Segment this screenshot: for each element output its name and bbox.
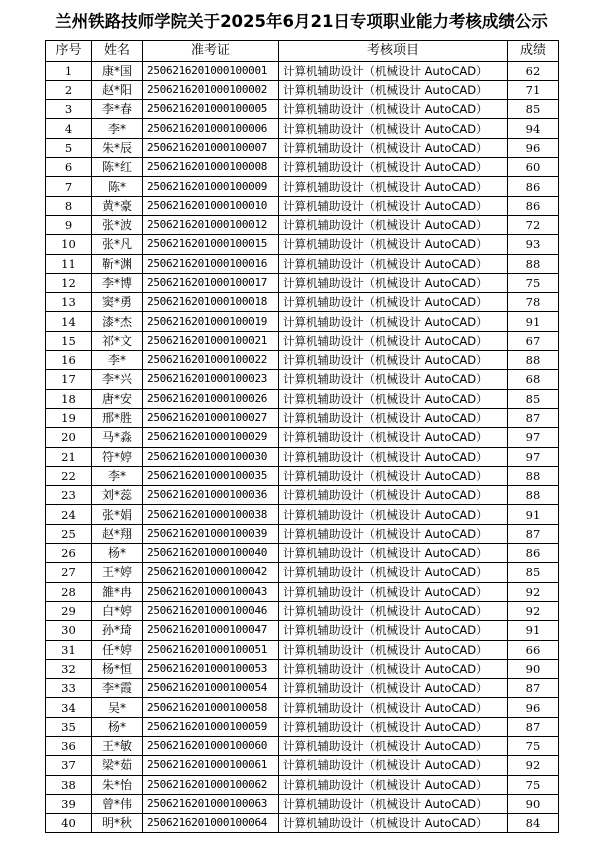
- cell-score: 75: [508, 736, 559, 755]
- cell-seq: 18: [46, 389, 92, 408]
- cell-ticket: 2506216201000100064: [143, 814, 279, 833]
- cell-name: 李*: [92, 119, 143, 138]
- cell-ticket: 2506216201000100035: [143, 466, 279, 485]
- cell-score: 66: [508, 640, 559, 659]
- cell-item: 计算机辅助设计（机械设计 AutoCAD）: [279, 273, 508, 292]
- cell-name: 雒*冉: [92, 582, 143, 601]
- cell-score: 85: [508, 389, 559, 408]
- cell-item: 计算机辅助设计（机械设计 AutoCAD）: [279, 119, 508, 138]
- cell-score: 87: [508, 717, 559, 736]
- cell-item: 计算机辅助设计（机械设计 AutoCAD）: [279, 158, 508, 177]
- cell-seq: 26: [46, 544, 92, 563]
- cell-ticket: 2506216201000100017: [143, 273, 279, 292]
- cell-ticket: 2506216201000100054: [143, 679, 279, 698]
- cell-seq: 24: [46, 505, 92, 524]
- table-row: [46, 794, 559, 813]
- cell-seq: 14: [46, 312, 92, 331]
- cell-item: 计算机辅助设计（机械设计 AutoCAD）: [279, 582, 508, 601]
- cell-item: 计算机辅助设计（机械设计 AutoCAD）: [279, 814, 508, 833]
- table-header-row: [46, 41, 559, 62]
- cell-name: 唐*安: [92, 389, 143, 408]
- cell-score: 87: [508, 679, 559, 698]
- cell-name: 赵*翔: [92, 524, 143, 543]
- cell-ticket: 2506216201000100027: [143, 408, 279, 427]
- cell-seq: 15: [46, 331, 92, 350]
- table-row: [46, 293, 559, 312]
- cell-item: 计算机辅助设计（机械设计 AutoCAD）: [279, 80, 508, 99]
- cell-ticket: 2506216201000100062: [143, 775, 279, 794]
- cell-ticket: 2506216201000100008: [143, 158, 279, 177]
- table-row: [46, 640, 559, 659]
- cell-name: 王*敏: [92, 736, 143, 755]
- cell-name: 赵*阳: [92, 80, 143, 99]
- page-title: 兰州铁路技师学院关于2025年6月21日专项职业能力考核成绩公示: [55, 12, 548, 31]
- cell-score: 96: [508, 698, 559, 717]
- cell-score: 92: [508, 601, 559, 620]
- header-seq: 序号: [46, 41, 92, 62]
- cell-item: 计算机辅助设计（机械设计 AutoCAD）: [279, 235, 508, 254]
- cell-seq: 6: [46, 158, 92, 177]
- cell-item: 计算机辅助设计（机械设计 AutoCAD）: [279, 408, 508, 427]
- cell-item: 计算机辅助设计（机械设计 AutoCAD）: [279, 351, 508, 370]
- cell-name: 邢*胜: [92, 408, 143, 427]
- cell-seq: 3: [46, 100, 92, 119]
- cell-name: 任*婷: [92, 640, 143, 659]
- cell-seq: 17: [46, 370, 92, 389]
- cell-name: 马*淼: [92, 428, 143, 447]
- cell-item: 计算机辅助设计（机械设计 AutoCAD）: [279, 505, 508, 524]
- cell-ticket: 2506216201000100040: [143, 544, 279, 563]
- cell-ticket: 2506216201000100018: [143, 293, 279, 312]
- cell-seq: 39: [46, 794, 92, 813]
- cell-seq: 16: [46, 351, 92, 370]
- table-row: [46, 370, 559, 389]
- cell-item: 计算机辅助设计（机械设计 AutoCAD）: [279, 794, 508, 813]
- cell-item: 计算机辅助设计（机械设计 AutoCAD）: [279, 312, 508, 331]
- cell-ticket: 2506216201000100021: [143, 331, 279, 350]
- table-row: [46, 466, 559, 485]
- table-row: [46, 447, 559, 466]
- cell-score: 86: [508, 177, 559, 196]
- cell-item: 计算机辅助设计（机械设计 AutoCAD）: [279, 428, 508, 447]
- table-row: [46, 138, 559, 157]
- table-row: [46, 621, 559, 640]
- cell-seq: 1: [46, 61, 92, 80]
- cell-score: 97: [508, 428, 559, 447]
- table-row: [46, 544, 559, 563]
- cell-name: 漆*杰: [92, 312, 143, 331]
- cell-item: 计算机辅助设计（机械设计 AutoCAD）: [279, 524, 508, 543]
- table-row: [46, 177, 559, 196]
- cell-score: 88: [508, 486, 559, 505]
- cell-ticket: 2506216201000100061: [143, 756, 279, 775]
- cell-seq: 22: [46, 466, 92, 485]
- cell-seq: 28: [46, 582, 92, 601]
- cell-name: 朱*怡: [92, 775, 143, 794]
- cell-seq: 31: [46, 640, 92, 659]
- cell-score: 88: [508, 254, 559, 273]
- cell-score: 68: [508, 370, 559, 389]
- table-row: [46, 254, 559, 273]
- cell-ticket: 2506216201000100023: [143, 370, 279, 389]
- cell-seq: 2: [46, 80, 92, 99]
- cell-seq: 9: [46, 215, 92, 234]
- table-row: [46, 351, 559, 370]
- cell-name: 明*秋: [92, 814, 143, 833]
- table-row: [46, 408, 559, 427]
- cell-name: 李*: [92, 351, 143, 370]
- cell-name: 陈*红: [92, 158, 143, 177]
- cell-name: 杨*恒: [92, 659, 143, 678]
- cell-item: 计算机辅助设计（机械设计 AutoCAD）: [279, 621, 508, 640]
- cell-name: 梁*茹: [92, 756, 143, 775]
- table-row: [46, 158, 559, 177]
- cell-name: 康*国: [92, 61, 143, 80]
- cell-score: 92: [508, 756, 559, 775]
- table-row: [46, 717, 559, 736]
- cell-seq: 13: [46, 293, 92, 312]
- cell-seq: 38: [46, 775, 92, 794]
- cell-score: 75: [508, 273, 559, 292]
- cell-seq: 30: [46, 621, 92, 640]
- cell-ticket: 2506216201000100039: [143, 524, 279, 543]
- score-table: [45, 40, 559, 833]
- table-row: [46, 679, 559, 698]
- cell-item: 计算机辅助设计（机械设计 AutoCAD）: [279, 177, 508, 196]
- cell-name: 符*婷: [92, 447, 143, 466]
- cell-item: 计算机辅助设计（机械设计 AutoCAD）: [279, 196, 508, 215]
- cell-item: 计算机辅助设计（机械设计 AutoCAD）: [279, 563, 508, 582]
- table-row: [46, 312, 559, 331]
- table-row: [46, 61, 559, 80]
- header-score: 成绩: [508, 41, 559, 62]
- cell-seq: 8: [46, 196, 92, 215]
- cell-name: 陈*: [92, 177, 143, 196]
- cell-seq: 25: [46, 524, 92, 543]
- cell-seq: 21: [46, 447, 92, 466]
- cell-name: 白*婷: [92, 601, 143, 620]
- cell-ticket: 2506216201000100063: [143, 794, 279, 813]
- cell-item: 计算机辅助设计（机械设计 AutoCAD）: [279, 254, 508, 273]
- cell-ticket: 2506216201000100029: [143, 428, 279, 447]
- cell-score: 91: [508, 312, 559, 331]
- cell-name: 张*波: [92, 215, 143, 234]
- cell-item: 计算机辅助设计（机械设计 AutoCAD）: [279, 447, 508, 466]
- cell-score: 85: [508, 100, 559, 119]
- cell-score: 75: [508, 775, 559, 794]
- table-row: [46, 196, 559, 215]
- table-row: [46, 814, 559, 833]
- cell-item: 计算机辅助设计（机械设计 AutoCAD）: [279, 679, 508, 698]
- table-row: [46, 698, 559, 717]
- cell-ticket: 2506216201000100059: [143, 717, 279, 736]
- cell-name: 刘*蕊: [92, 486, 143, 505]
- table-row: [46, 756, 559, 775]
- cell-name: 朱*辰: [92, 138, 143, 157]
- header-item: 考核项目: [279, 41, 508, 62]
- cell-score: 90: [508, 794, 559, 813]
- cell-name: 张*娟: [92, 505, 143, 524]
- table-row: [46, 273, 559, 292]
- cell-seq: 11: [46, 254, 92, 273]
- cell-seq: 4: [46, 119, 92, 138]
- cell-ticket: 2506216201000100060: [143, 736, 279, 755]
- cell-score: 72: [508, 215, 559, 234]
- cell-name: 吴*: [92, 698, 143, 717]
- cell-score: 97: [508, 447, 559, 466]
- cell-seq: 7: [46, 177, 92, 196]
- cell-ticket: 2506216201000100016: [143, 254, 279, 273]
- cell-score: 78: [508, 293, 559, 312]
- cell-name: 杨*: [92, 544, 143, 563]
- cell-ticket: 2506216201000100053: [143, 659, 279, 678]
- cell-seq: 27: [46, 563, 92, 582]
- cell-item: 计算机辅助设计（机械设计 AutoCAD）: [279, 544, 508, 563]
- cell-score: 94: [508, 119, 559, 138]
- cell-seq: 29: [46, 601, 92, 620]
- cell-item: 计算机辅助设计（机械设计 AutoCAD）: [279, 466, 508, 485]
- table-row: [46, 486, 559, 505]
- cell-ticket: 2506216201000100022: [143, 351, 279, 370]
- cell-seq: 36: [46, 736, 92, 755]
- table-row: [46, 428, 559, 447]
- cell-item: 计算机辅助设计（机械设计 AutoCAD）: [279, 717, 508, 736]
- cell-seq: 34: [46, 698, 92, 717]
- cell-score: 91: [508, 621, 559, 640]
- cell-name: 祁*文: [92, 331, 143, 350]
- cell-score: 62: [508, 61, 559, 80]
- table-row: [46, 331, 559, 350]
- table-row: [46, 100, 559, 119]
- cell-item: 计算机辅助设计（机械设计 AutoCAD）: [279, 100, 508, 119]
- cell-ticket: 2506216201000100005: [143, 100, 279, 119]
- cell-item: 计算机辅助设计（机械设计 AutoCAD）: [279, 370, 508, 389]
- cell-ticket: 2506216201000100015: [143, 235, 279, 254]
- table-row: [46, 505, 559, 524]
- cell-ticket: 2506216201000100046: [143, 601, 279, 620]
- cell-score: 86: [508, 544, 559, 563]
- cell-ticket: 2506216201000100051: [143, 640, 279, 659]
- table-row: [46, 389, 559, 408]
- cell-name: 杨*: [92, 717, 143, 736]
- cell-seq: 33: [46, 679, 92, 698]
- cell-item: 计算机辅助设计（机械设计 AutoCAD）: [279, 736, 508, 755]
- table-row: [46, 775, 559, 794]
- cell-ticket: 2506216201000100009: [143, 177, 279, 196]
- table-row: [46, 119, 559, 138]
- cell-item: 计算机辅助设计（机械设计 AutoCAD）: [279, 389, 508, 408]
- table-row: [46, 736, 559, 755]
- cell-item: 计算机辅助设计（机械设计 AutoCAD）: [279, 486, 508, 505]
- cell-seq: 23: [46, 486, 92, 505]
- table-row: [46, 80, 559, 99]
- cell-name: 李*: [92, 466, 143, 485]
- header-name: 姓名: [92, 41, 143, 62]
- cell-score: 93: [508, 235, 559, 254]
- table-body: [46, 61, 559, 833]
- cell-name: 曾*伟: [92, 794, 143, 813]
- cell-ticket: 2506216201000100012: [143, 215, 279, 234]
- cell-score: 92: [508, 582, 559, 601]
- cell-score: 90: [508, 659, 559, 678]
- cell-score: 60: [508, 158, 559, 177]
- cell-ticket: 2506216201000100001: [143, 61, 279, 80]
- cell-ticket: 2506216201000100042: [143, 563, 279, 582]
- cell-ticket: 2506216201000100002: [143, 80, 279, 99]
- cell-score: 84: [508, 814, 559, 833]
- cell-seq: 35: [46, 717, 92, 736]
- table-row: [46, 601, 559, 620]
- cell-name: 黄*豪: [92, 196, 143, 215]
- cell-name: 李*博: [92, 273, 143, 292]
- cell-name: 孙*琦: [92, 621, 143, 640]
- cell-seq: 10: [46, 235, 92, 254]
- cell-seq: 32: [46, 659, 92, 678]
- cell-name: 李*霞: [92, 679, 143, 698]
- table-row: [46, 582, 559, 601]
- cell-score: 88: [508, 351, 559, 370]
- table-row: [46, 215, 559, 234]
- cell-item: 计算机辅助设计（机械设计 AutoCAD）: [279, 756, 508, 775]
- cell-seq: 5: [46, 138, 92, 157]
- cell-score: 86: [508, 196, 559, 215]
- cell-seq: 37: [46, 756, 92, 775]
- cell-ticket: 2506216201000100058: [143, 698, 279, 717]
- cell-ticket: 2506216201000100030: [143, 447, 279, 466]
- cell-ticket: 2506216201000100006: [143, 119, 279, 138]
- cell-seq: 19: [46, 408, 92, 427]
- table-row: [46, 563, 559, 582]
- cell-ticket: 2506216201000100043: [143, 582, 279, 601]
- cell-item: 计算机辅助设计（机械设计 AutoCAD）: [279, 601, 508, 620]
- cell-seq: 20: [46, 428, 92, 447]
- cell-name: 窦*勇: [92, 293, 143, 312]
- cell-item: 计算机辅助设计（机械设计 AutoCAD）: [279, 698, 508, 717]
- cell-name: 靳*渊: [92, 254, 143, 273]
- cell-name: 李*春: [92, 100, 143, 119]
- cell-score: 71: [508, 80, 559, 99]
- cell-name: 张*凡: [92, 235, 143, 254]
- cell-item: 计算机辅助设计（机械设计 AutoCAD）: [279, 138, 508, 157]
- cell-ticket: 2506216201000100038: [143, 505, 279, 524]
- cell-score: 85: [508, 563, 559, 582]
- cell-score: 87: [508, 524, 559, 543]
- cell-name: 王*婷: [92, 563, 143, 582]
- table-row: [46, 235, 559, 254]
- cell-ticket: 2506216201000100010: [143, 196, 279, 215]
- cell-score: 96: [508, 138, 559, 157]
- header-ticket: 准考证: [143, 41, 279, 62]
- cell-item: 计算机辅助设计（机械设计 AutoCAD）: [279, 659, 508, 678]
- cell-ticket: 2506216201000100019: [143, 312, 279, 331]
- cell-seq: 40: [46, 814, 92, 833]
- cell-ticket: 2506216201000100026: [143, 389, 279, 408]
- cell-item: 计算机辅助设计（机械设计 AutoCAD）: [279, 293, 508, 312]
- cell-score: 88: [508, 466, 559, 485]
- cell-score: 87: [508, 408, 559, 427]
- table-row: [46, 524, 559, 543]
- cell-item: 计算机辅助设计（机械设计 AutoCAD）: [279, 61, 508, 80]
- cell-score: 67: [508, 331, 559, 350]
- cell-item: 计算机辅助设计（机械设计 AutoCAD）: [279, 775, 508, 794]
- cell-item: 计算机辅助设计（机械设计 AutoCAD）: [279, 640, 508, 659]
- cell-ticket: 2506216201000100007: [143, 138, 279, 157]
- cell-item: 计算机辅助设计（机械设计 AutoCAD）: [279, 331, 508, 350]
- cell-score: 91: [508, 505, 559, 524]
- cell-ticket: 2506216201000100047: [143, 621, 279, 640]
- cell-item: 计算机辅助设计（机械设计 AutoCAD）: [279, 215, 508, 234]
- cell-seq: 12: [46, 273, 92, 292]
- cell-name: 李*兴: [92, 370, 143, 389]
- cell-ticket: 2506216201000100036: [143, 486, 279, 505]
- table-row: [46, 659, 559, 678]
